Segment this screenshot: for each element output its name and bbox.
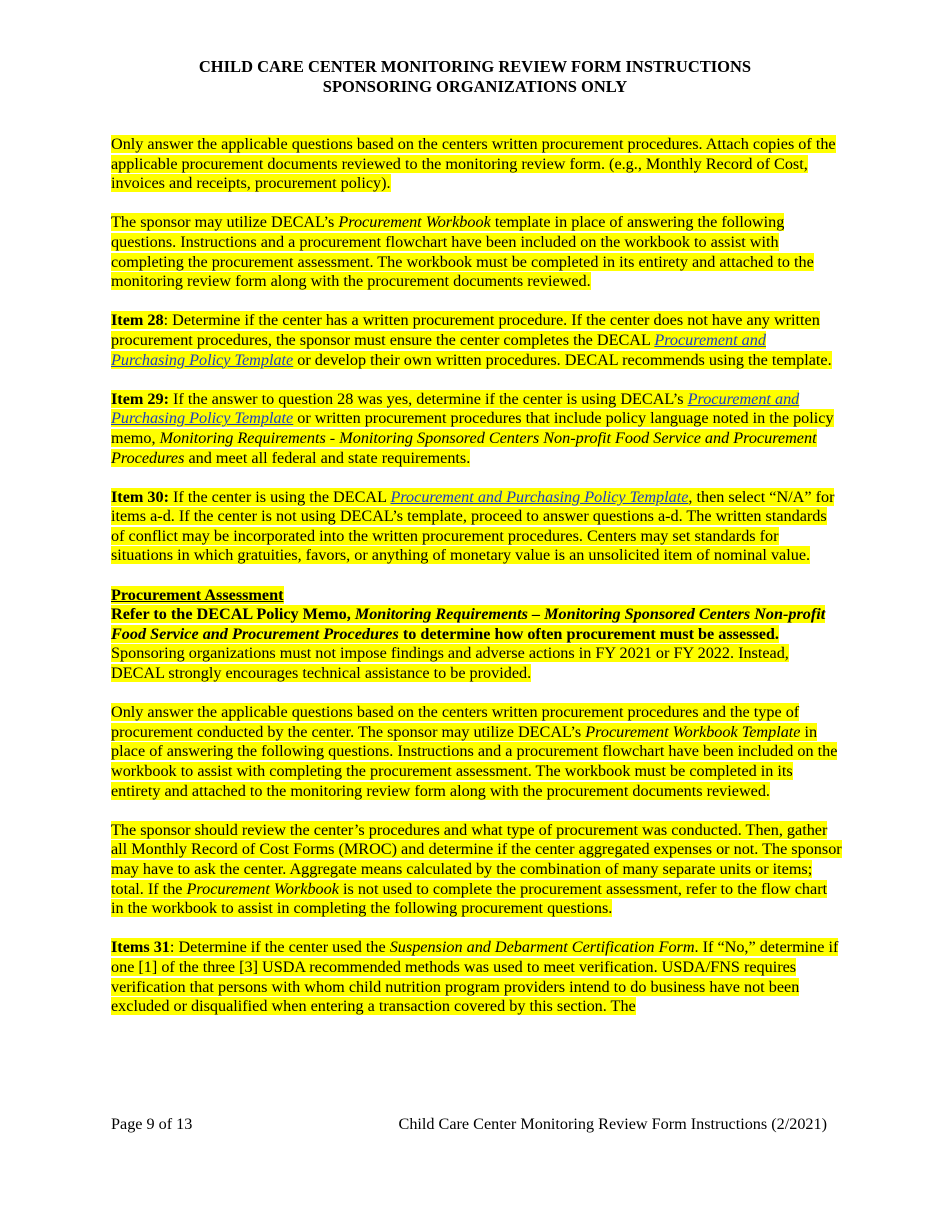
intro-paragraph [111,135,843,194]
workbook-text-c: template in place of answering the following questions. Instructions and a procurement flowchart have been included on the workbook to assist with completing the procurement assessment. The workbook must be completed in its entirety and attached to the monitoring review form along with the procurement documents reviewed. [111,213,814,291]
item-30-text-a: If the center is using the DECAL [168,487,391,506]
page-header [0,57,950,96]
assessment-text-d: Sponsoring organizations must not impose findings and adverse actions in FY 2021 or FY 2022. Instead, DECAL strongly encourages technical assistance to be provided. [111,644,789,683]
item-28-label: Item 28 [111,311,164,330]
review-procedures-paragraph [111,821,843,919]
item-29-text-a: If the answer to question 28 was yes, determine if the center is using DECAL’s [168,389,688,408]
page-footer [111,1115,827,1135]
procurement-assessment-heading [111,586,843,606]
document-body [111,135,843,1036]
item-29-paragraph [111,390,843,468]
procurement-assessment-paragraph [111,605,843,683]
item-31-label: Items 31 [111,938,170,957]
applicable-questions-paragraph [111,703,843,801]
footer-title: Child Care Center Monitoring Review Form Instructions (2/2021) [398,1115,827,1133]
item-28-template-link[interactable]: Procurement and Purchasing Policy Template [111,330,766,369]
workbook-text-a: The sponsor may utilize DECAL’s [111,213,339,232]
section-heading: Procurement Assessment [111,585,284,604]
review-workbook-title: Procurement Workbook [186,879,339,898]
item-30-paragraph [111,488,843,566]
item-31-text-c: . If “No,” determine if one [1] of the three [3] USDA recommended methods was used to meet verification. USDA/FNS requires verification that persons with whom child nutrition program providers intend to do business have not been excluded or disqualified when entering a transaction covered by this section. The [111,938,839,1016]
item-29-label: Item 29: [111,389,169,408]
header-subtitle: SPONSORING ORGANIZATIONS ONLY [322,76,628,96]
item-30-label: Item 30: [111,487,169,506]
workbook-paragraph [111,213,843,291]
workbook-template-title: Procurement Workbook Template [585,722,801,741]
item-31-paragraph [111,938,843,1016]
page-number: Page 9 of 13 [111,1115,193,1133]
item-31-form-title: Suspension and Debarment Certification Form [389,938,695,957]
item-29-memo-title: Monitoring Requirements - Monitoring Sponsored Centers Non-profit Food Service and Procurement Procedures [111,428,817,467]
item-28-text-b: or develop their own written procedures. DECAL recommends using the template. [293,350,832,369]
applicable-text-c: in place of answering the following questions. Instructions and a procurement flowchart have been included on the workbook to assist with completing the procurement assessment. The workbook must be completed in its entirety and attached to the monitoring review form along with the procurement documents reviewed. [111,722,838,800]
item-28-paragraph [111,311,843,370]
workbook-title: Procurement Workbook [338,213,491,232]
assessment-text-c: to determine how often procurement must be assessed. [398,624,779,643]
intro-text: Only answer the applicable questions based on the centers written procurement procedures. Attach copies of the applicable procurement documents reviewed to the monitoring review form. (e.g., Monthly Record of Cost, invoices and receipts, procurement policy). [111,135,836,193]
item-30-template-link[interactable]: Procurement and Purchasing Policy Template [390,487,689,506]
review-text-a: The sponsor should review the center’s procedures and what type of procurement was conducted. Then, gather all Monthly Record of Cost Forms (MROC) and determine if the center aggregated expenses or not. The sponsor may have to ask the center. Aggregate means calculated by the combination of many separate units or items; total. If the [111,820,842,898]
review-text-c: is not used to complete the procurement assessment, refer to the flow chart in the workbook to assist in completing the following procurement questions. [111,879,828,918]
header-title: CHILD CARE CENTER MONITORING REVIEW FORM INSTRUCTIONS [198,57,752,76]
item-29-text-d: and meet all federal and state requirements. [184,448,471,467]
item-29-text-b: or written procurement procedures that include policy language noted in the policy memo, [111,409,834,447]
item-28-text-a: : Determine if the center has a written procurement procedure. If the center does not have any written procurement procedures, the sponsor must ensure the center completes the DECAL [111,311,820,349]
item-30-text-b: , then select “N/A” for items a-d. If the center is not using DECAL’s template, proceed to answer questions a-d. The written standards of conflict may be incorporated into the written procurement procedures. Centers may set standards for situations in which gratuities, favors, or anything of monetary value is an unsolicited item of nominal value. [111,487,835,565]
item-29-template-link[interactable]: Procurement and Purchasing Policy Template [111,389,800,428]
applicable-text-a: Only answer the applicable questions based on the centers written procurement procedures and the type of procurement conducted by the center. The sponsor may utilize DECAL’s [111,703,800,741]
assessment-memo-title: Monitoring Requirements – Monitoring Sponsored Centers Non-profit Food Service and Procurement Procedures [111,605,826,643]
item-31-text-a: : Determine if the center used the [169,938,390,957]
assessment-text-a: Refer to the DECAL Policy Memo, [111,605,355,624]
